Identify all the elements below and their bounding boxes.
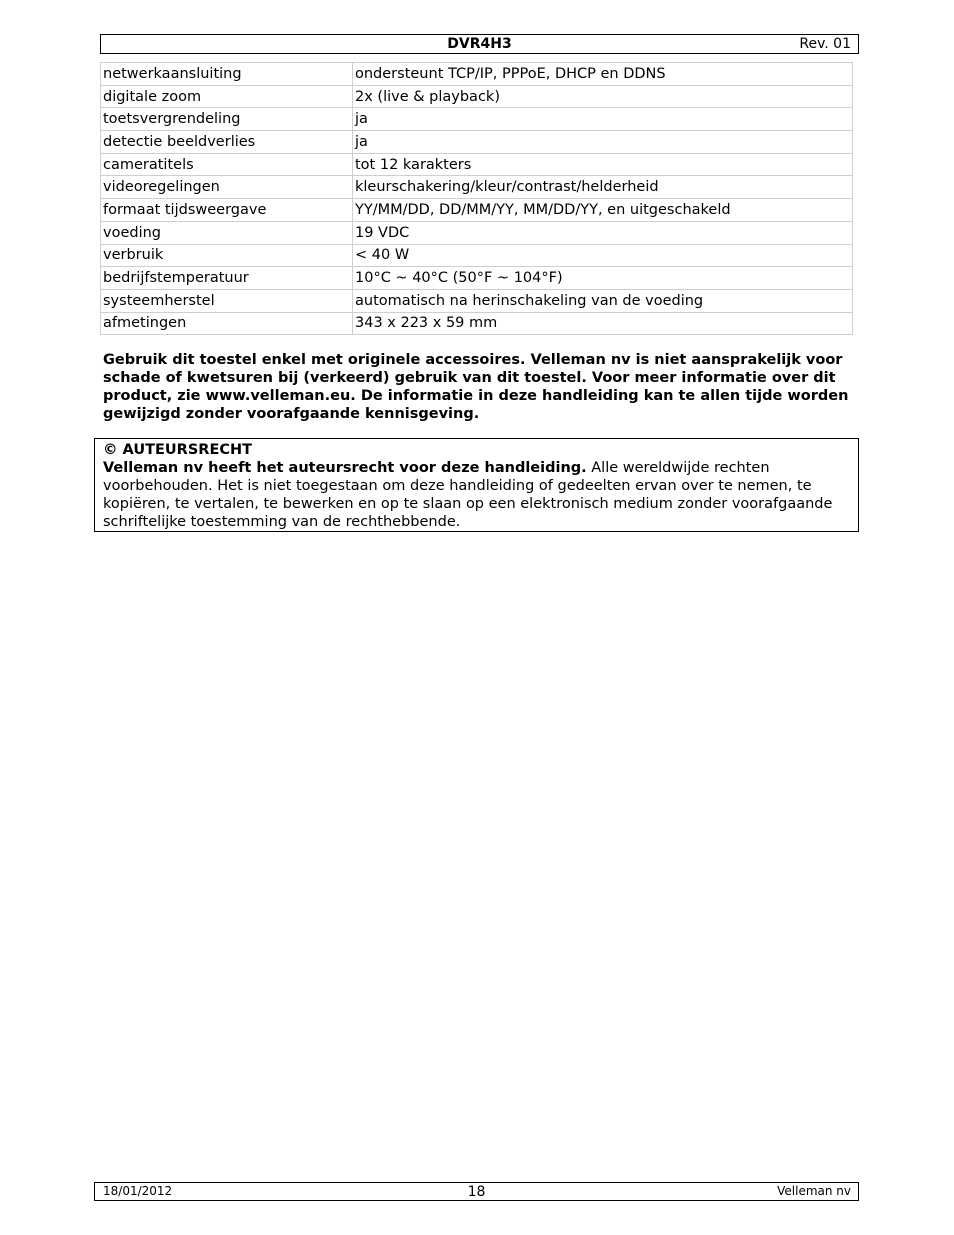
table-row	[101, 312, 853, 335]
spec-value: kleurschakering/kleur/contrast/helderheid	[353, 176, 853, 199]
footer-date: 18/01/2012	[103, 1184, 173, 1198]
table-row	[101, 289, 853, 312]
page-number: 18	[467, 1184, 486, 1200]
spec-label: toetsvergrendeling	[101, 108, 353, 131]
table-row	[101, 244, 853, 267]
footer-company: Velleman nv	[777, 1184, 851, 1198]
table-row	[101, 131, 853, 154]
spec-value: 10°C ~ 40°C (50°F ~ 104°F)	[353, 267, 853, 290]
table-row	[101, 108, 853, 131]
usage-notice: Gebruik dit toestel enkel met originele accessoires. Velleman nv is niet aansprakelijk voor schade of kwetsuren bij (verkeerd) gebruik van dit toestel. Voor meer informatie over dit product, zie www.velleman.eu. De informatie in deze handleiding kan te allen tijde worden gewijzigd zonder voorafgaande kennisgeving.	[103, 352, 849, 422]
table-row	[101, 153, 853, 176]
spec-value: automatisch na herinschakeling van de voeding	[353, 289, 853, 312]
page-header	[100, 34, 859, 54]
spec-label: voeding	[101, 221, 353, 244]
spec-value: 19 VDC	[353, 221, 853, 244]
spec-label: netwerkaansluiting	[101, 63, 353, 86]
spec-value: ja	[353, 131, 853, 154]
page-footer	[94, 1182, 859, 1201]
spec-label: cameratitels	[101, 153, 353, 176]
specifications-table	[100, 62, 853, 335]
table-row	[101, 63, 853, 86]
spec-value: ja	[353, 108, 853, 131]
model-name: DVR4H3	[447, 36, 512, 52]
table-row	[101, 85, 853, 108]
table-row	[101, 221, 853, 244]
copyright-body: Alle wereldwijde rechten voorbehouden. Het is niet toegestaan om deze handleiding of gedeelten ervan over te nemen, te kopiëren, te vertalen, te bewerken en op te slaan op een elektronisch medium zonder voorafgaande schriftelijke toestemming van de rechthebbende.	[103, 460, 833, 530]
spec-label: formaat tijdsweergave	[101, 199, 353, 222]
copyright-title: © AUTEURSRECHT	[103, 442, 253, 458]
spec-label: afmetingen	[101, 312, 353, 335]
spec-value: ondersteunt TCP/IP, PPPoE, DHCP en DDNS	[353, 63, 853, 86]
spec-label: verbruik	[101, 244, 353, 267]
spec-value: 2x (live & playback)	[353, 85, 853, 108]
spec-value: YY/MM/DD, DD/MM/YY, MM/DD/YY, en uitgeschakeld	[353, 199, 853, 222]
copyright-box	[94, 438, 859, 532]
spec-label: bedrijfstemperatuur	[101, 267, 353, 290]
table-row	[101, 176, 853, 199]
copyright-text	[103, 459, 850, 531]
spec-label: systeemherstel	[101, 289, 353, 312]
spec-label: videoregelingen	[101, 176, 353, 199]
spec-value: 343 x 223 x 59 mm	[353, 312, 853, 335]
copyright-lead: Velleman nv heeft het auteursrecht voor deze handleiding.	[103, 460, 587, 476]
spec-value: tot 12 karakters	[353, 153, 853, 176]
spec-label: digitale zoom	[101, 85, 353, 108]
spec-value: < 40 W	[353, 244, 853, 267]
spec-label: detectie beeldverlies	[101, 131, 353, 154]
table-row	[101, 267, 853, 290]
table-row	[101, 199, 853, 222]
revision-label: Rev. 01	[799, 36, 851, 52]
